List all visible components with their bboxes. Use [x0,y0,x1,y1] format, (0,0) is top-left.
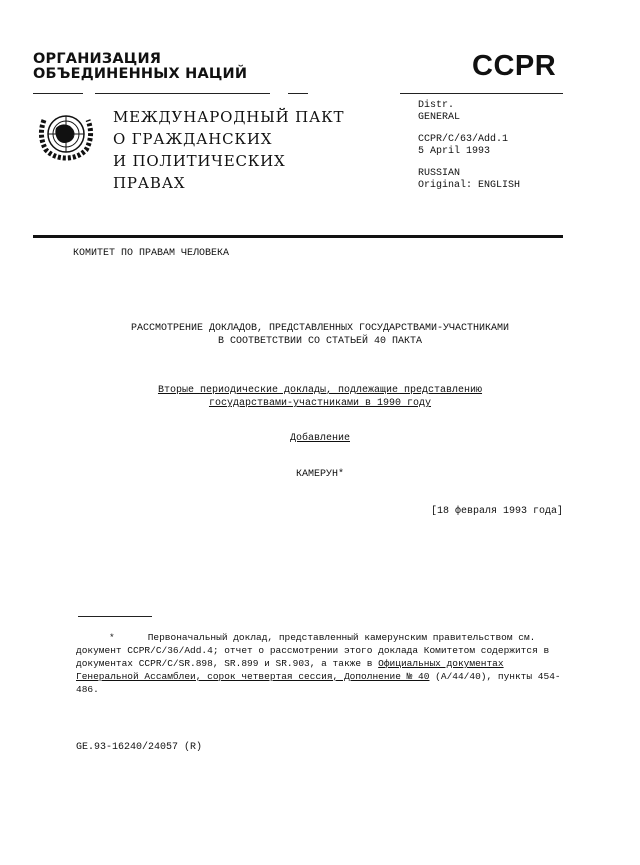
header-divider [33,93,83,94]
organization-name [33,52,247,82]
document-symbol-footer: GE.93-16240/24057 (R) [76,742,203,753]
footnote [76,631,566,696]
original-language: Original: ENGLISH [418,179,521,191]
document-date: 5 April 1993 [418,145,491,157]
document-symbol-header: CCPR/C/63/Add.1 [418,134,509,145]
footnote-marker: * [109,632,115,643]
footnote-reference: Официальных документах Генеральной Ассамблеи, сорок четвертая сессия, Дополнение № 40 [76,658,504,682]
un-emblem-icon [36,106,96,162]
distribution-block [418,100,520,191]
covenant-title-line: О ГРАЖДАНСКИХ [113,130,273,148]
subtitle-line-1: Вторые периодические доклады, подлежащие представлению [157,385,483,396]
organization-line-2: ОБЪЕДИНЕННЫХ НАЦИЙ [33,66,248,82]
document-title [60,322,580,348]
footnote-text: Первоначальный доклад, представленный камерунским правительством см. документ CCPR/C/36/Add.4; отчет о рассмотрении этого доклада Комитетом содержится в документах CCPR/C/SR.898, SR.899 и SR.903, а также в [76,632,550,669]
ccpr-logo: CCPR [472,50,557,82]
section-divider [33,235,563,238]
title-line-1: РАССМОТРЕНИЕ ДОКЛАДОВ, ПРЕДСТАВЛЕННЫХ ГОСУДАРСТВАМИ-УЧАСТНИКАМИ [130,323,510,334]
footnote-text-end: (A/44/40), пункты 454-486. [76,671,561,695]
header-divider [288,93,308,94]
organization-line-1: ОРГАНИЗАЦИЯ [33,51,162,67]
report-date: [18 февраля 1993 года] [430,506,563,517]
covenant-title-line: МЕЖДУНАРОДНЫЙ ПАКТ [113,108,345,126]
header-divider [95,93,270,94]
title-line-2: В СООТВЕТСТВИИ СО СТАТЬЕЙ 40 ПАКТА [217,336,423,347]
document-language: RUSSIAN [418,168,461,179]
country-name: КАМЕРУН* [295,469,344,480]
document-subtitle [60,384,580,410]
addendum-label: Добавление [289,433,350,444]
covenant-title-line: ПРАВАХ [113,174,186,192]
covenant-title-line: И ПОЛИТИЧЕСКИХ [113,152,286,170]
subtitle-line-2: государствами-участниками в 1990 году [208,398,432,409]
covenant-title [113,106,344,194]
distr-level: GENERAL [418,111,461,123]
header-divider [400,93,563,94]
committee-name: КОМИТЕТ ПО ПРАВАМ ЧЕЛОВЕКА [73,248,230,259]
footnote-divider [78,616,152,617]
distr-label: Distr. [418,100,455,111]
